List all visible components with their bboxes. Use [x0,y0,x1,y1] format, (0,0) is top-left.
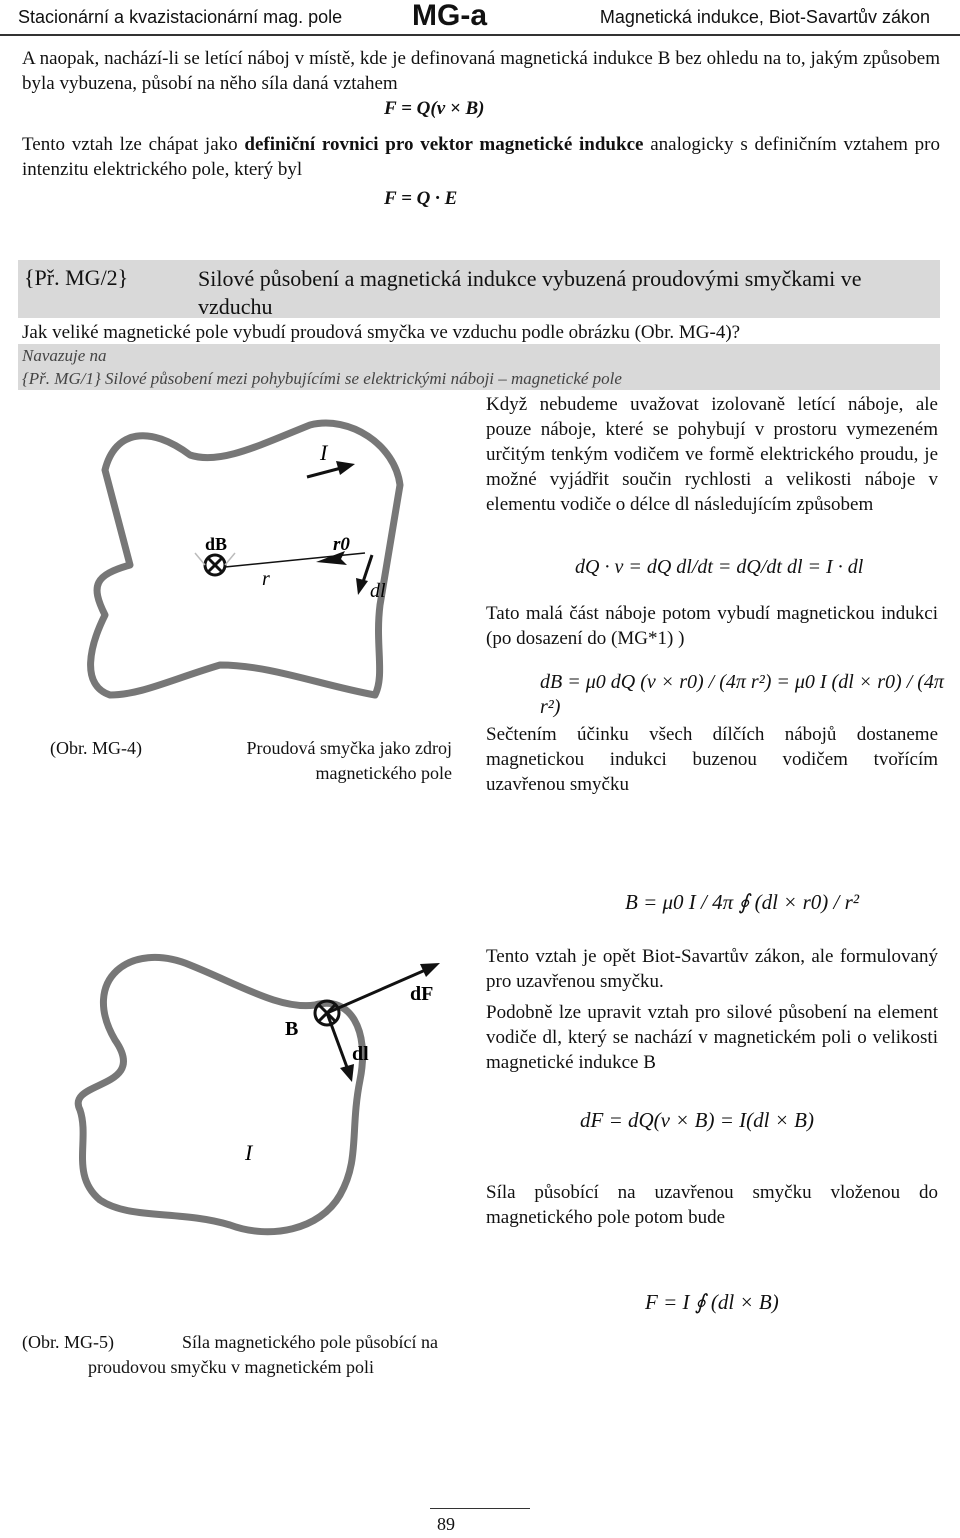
section2-text-1: Tento vztah je opět Biot-Savartův zákon, ale formulovaný pro uzavřenou smyčku. [486,946,938,992]
reference-bar [18,344,940,390]
label-dl: dl [370,580,386,602]
section1-text-1: Když nebudeme uvažovat izolovaně letící náboje, ale pouze náboje, které se pohybují v prostoru vymezeném určitým tenkým vodičem ve formě elektrického proudu, je možné vyjádřit součin rychlosti a velikosti náboje v elementu vodiče o délce dl následujícím způsobem [486,394,938,515]
df-arrow [420,963,440,977]
dl-arrow-2 [340,1064,354,1082]
fig4-caption: Proudová smyčka jako zdroj magnetického pole [246,738,452,783]
page-number-rule [430,1508,530,1509]
fig5-caption-number: (Obr. MG-5) [22,1332,114,1352]
label-r0: r0 [333,534,350,555]
figure-mg4 [20,395,480,795]
reference-line-2: {Př. MG/1} Silové působení mezi pohybujícími se elektrickými náboji – magnetické pole [22,369,622,388]
dq-equation: dQ · v = dQ dl/dt = dQ/dt dl = I · dl [575,556,864,578]
label-dl-2: dl [352,1043,369,1065]
page-number: 89 [437,1514,455,1534]
figure-mg5 [30,930,470,1270]
section1-text-2: Tato malá část náboje potom vybudí magnetickou indukci (po dosazení do (MG*1) ) [486,603,938,649]
label-current: I [320,440,328,465]
example-question: Jak veliké magnetické pole vybudí proudová smyčka ve vzduchu podle obrázku (Obr. MG-4)? [22,322,741,343]
header-center: MG-a [412,0,487,32]
label-db: dB [205,534,228,554]
f-equation: F = I ∮ (dl × B) [645,1290,779,1314]
label-r: r [262,568,270,590]
reference-line-1: Navazuje na [22,346,107,365]
example-title: Silové působení a magnetická indukce vybuzená proudovými smyčkami ve vzduchu [198,266,862,319]
df-equation: dF = dQ(v × B) = I(dl × B) [580,1108,814,1132]
fig4-caption-number: (Obr. MG-4) [50,738,142,758]
intro-paragraph-1: A naopak, nachází-li se letící náboj v místě, kde je definovaná magnetická indukce B bez ohledu na to, jakým způsobem byla vybuzena, působí na něho síla daná vztahem [22,48,940,94]
header-left: Stacionární a kvazistacionární mag. pole [18,7,343,27]
r-vector [225,553,365,567]
db-equation: dB = μ0 dQ (v × r0) / (4π r²) = μ0 I (dl × r0) / (4π r²) [540,671,944,718]
example-title-bar [18,260,940,318]
header-right: Magnetická indukce, Biot-Savartův zákon [599,7,930,27]
electric-force-equation: F = Q · E [384,188,458,209]
label-df: dF [410,983,434,1005]
fig5-caption: Síla magnetického pole působící na proudovou smyčku v magnetickém poli [88,1332,438,1377]
label-b: B [285,1018,299,1040]
dl-arrow [356,578,368,595]
example-tag: {Př. MG/2} [24,265,129,290]
force-equation: F = Q(v × B) [384,98,485,119]
current-loop-2 [78,957,362,1231]
current-arrow [336,461,355,475]
section2-text-3: Síla působící na uzavřenou smyčku vloženou do magnetického pole potom bude [486,1182,938,1228]
page-header [0,0,960,36]
intro-paragraph-2: Tento vztah lze chápat jako definiční rovnici pro vektor magnetické indukce analogicky s definičním vztahem pro intenzitu elektrického pole, který byl [22,134,940,180]
label-current-2: I [245,1140,253,1165]
section2-text-2: Podobně lze upravit vztah pro silové působení na element vodiče dl, který se nachází v magnetickém poli o velikosti magnetické indukce B [486,1002,938,1073]
section1-text-3: Sečtením účinku všech dílčích nábojů dostaneme magnetickou indukci buzenou vodičem tvořícím uzavřenou smyčku [486,724,938,795]
b-equation: B = μ0 I / 4π ∮ (dl × r0) / r² [625,890,860,914]
